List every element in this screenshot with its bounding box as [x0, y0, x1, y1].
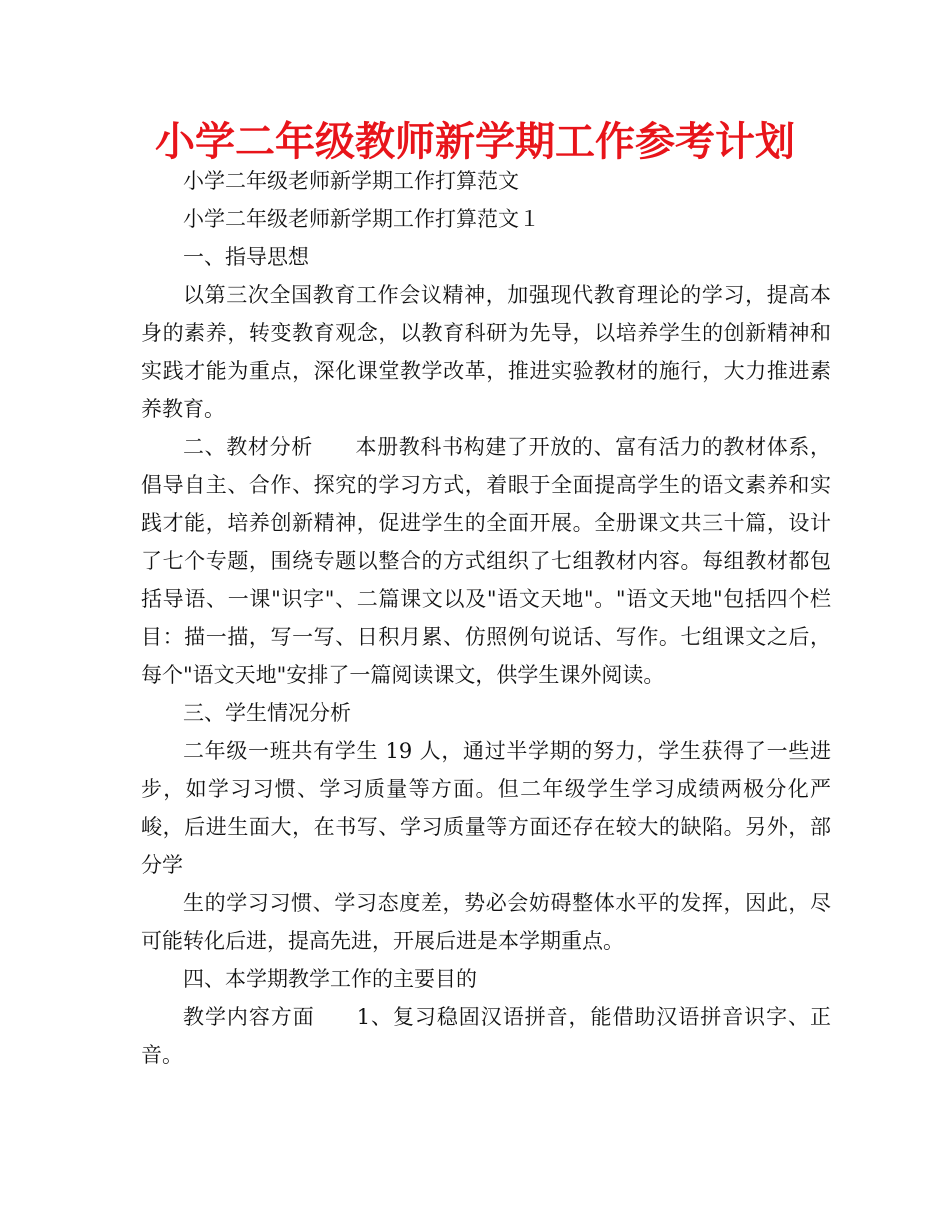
document-title: 小学二年级教师新学期工作参考计划	[155, 119, 795, 165]
paragraph-text: 三、学生情况分析	[183, 701, 351, 725]
paragraph-text: 一、指导思想	[183, 245, 309, 269]
paragraph-text: 四、本学期教学工作的主要目的	[183, 967, 477, 991]
paragraph-text: 二年级一班共有学生 19 人，通过半学期的努力，学生获得了一些进步，如学习习惯、学习质量等方面。但二年级学生学习成绩两极分化严峻，后进生面大，在书写、学习质量等方面还存在较大的缺陷。另外，部分学	[141, 739, 831, 877]
paragraph-text: 1、复习稳固汉语拼音，能借助汉语拼音识字、正音。	[141, 1005, 832, 1067]
paragraph-text: 本册教科书构建了开放的、富有活力的教材体系，倡导自主、合作、探究的学习方式，着眼于全面提高学生的语文素养和实践才能，培养创新精神，促进学生的全面开展。全册课文共三十篇，设计了七个专题，围绕专题以整合的方式组织了七组教材内容。每组教材都包括导语、一课"识字"、二篇课文以及"语文天地"。"语文天地"包括四个栏目：描一描，写一写、日积月累、仿照例句说话、写作。七组课文之后，每个"语文天地"安排了一篇阅读课文，供学生课外阅读。	[141, 435, 832, 687]
paragraph-text: 小学二年级老师新学期工作打算范文１	[183, 207, 540, 231]
section-heading-textbook-analysis: 二、教材分析	[183, 435, 313, 459]
document-body	[141, 162, 831, 1074]
paragraph-text: 生的学习习惯、学习态度差，势必会妨碍整体水平的发挥，因此，尽可能转化后进，提高先进，开展后进是本学期重点。	[141, 891, 831, 953]
paragraph-subtitle-1	[141, 200, 831, 238]
section-heading-guiding-thought	[141, 238, 831, 276]
paragraph-student-analysis	[141, 732, 831, 884]
paragraph-textbook-analysis	[141, 428, 831, 694]
subheading-teaching-content: 教学内容方面	[183, 1005, 315, 1029]
section-heading-main-goals	[141, 960, 831, 998]
paragraph-student-analysis-cont	[141, 884, 831, 960]
paragraph-guiding-thought	[141, 276, 831, 428]
section-heading-student-analysis	[141, 694, 831, 732]
paragraph-teaching-content	[141, 998, 831, 1074]
paragraph-text: 小学二年级老师新学期工作打算范文	[183, 169, 519, 193]
paragraph-subtitle	[141, 162, 831, 200]
paragraph-text: 以第三次全国教育工作会议精神，加强现代教育理论的学习，提高本身的素养，转变教育观念，以教育科研为先导，以培养学生的创新精神和实践才能为重点，深化课堂教学改革，推进实验教材的施行，大力推进素养教育。	[141, 283, 831, 421]
